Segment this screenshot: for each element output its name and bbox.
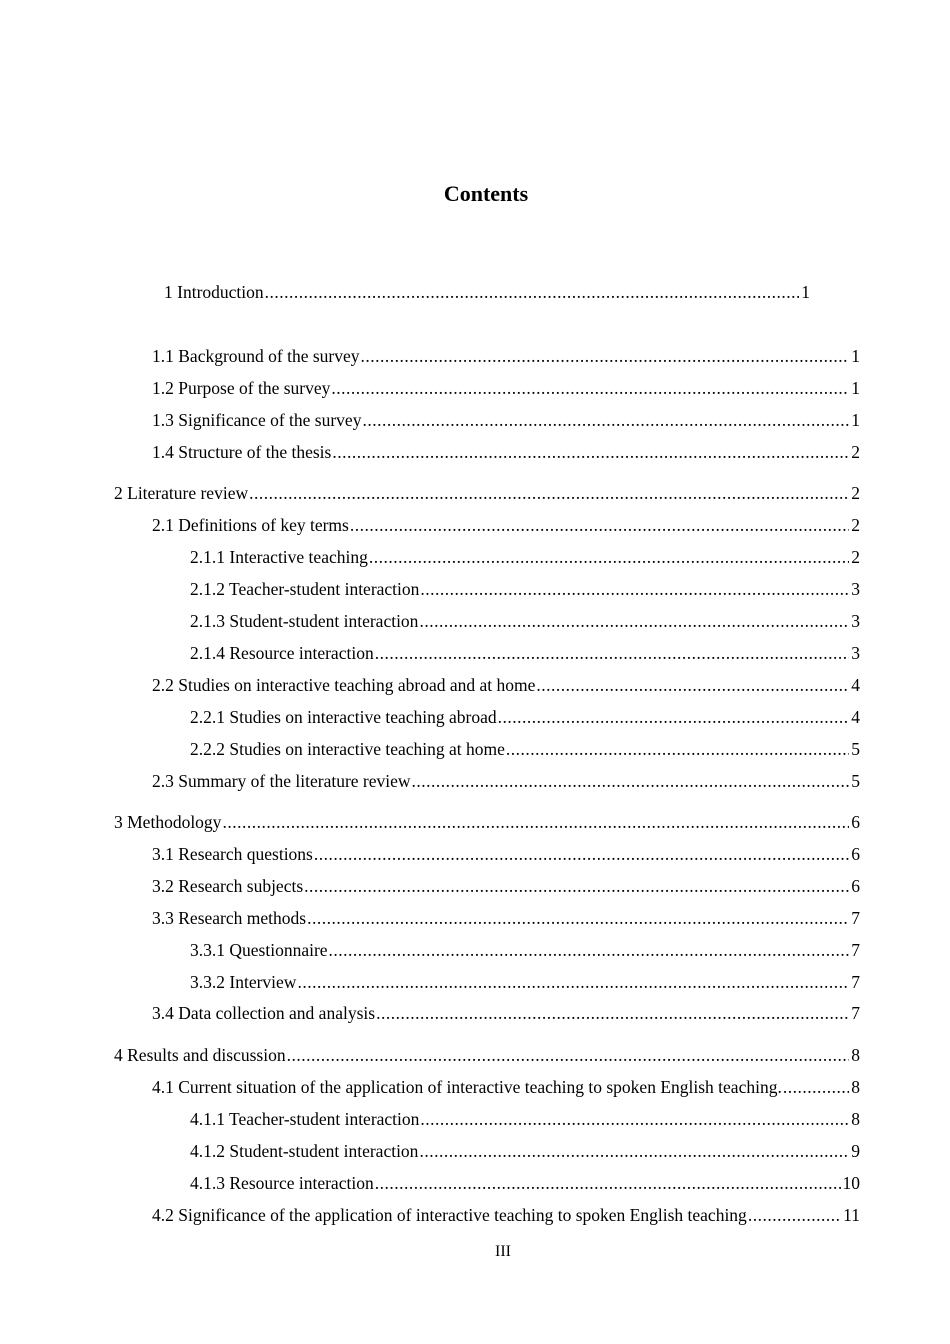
dot-leader: [412, 769, 850, 793]
toc-entry-page: 1: [851, 346, 860, 366]
page-number: III: [495, 1243, 511, 1260]
toc-entry-label: 2.3 Summary of the literature review: [152, 771, 411, 791]
dot-leader: [249, 481, 849, 505]
toc-entry-label: 3.1 Research questions: [152, 844, 313, 864]
dot-leader: [329, 938, 850, 962]
toc-entry-label: 4.1.2 Student-student interaction: [190, 1141, 419, 1161]
toc-entry-label: 3.2 Research subjects: [152, 876, 304, 896]
toc-entry-3-1[interactable]: [152, 842, 860, 866]
toc-entry-4-1[interactable]: [152, 1075, 860, 1099]
toc-entry-2-2-2[interactable]: [190, 737, 860, 761]
dot-leader: [332, 440, 849, 464]
toc-entry-page: 7: [851, 1003, 860, 1023]
toc-entry-label: 1.3 Significance of the survey: [152, 410, 362, 430]
toc-entry-page: 3: [851, 611, 860, 631]
toc-entry-label: 3 Methodology: [114, 812, 222, 832]
toc-entry-label: 3.3.1 Questionnaire: [190, 940, 328, 960]
dot-leader: [375, 1171, 841, 1195]
toc-entry-2-1-2[interactable]: [190, 577, 860, 601]
toc-entry-3-3-2[interactable]: [190, 970, 860, 994]
toc-entry-4-1-1[interactable]: [190, 1107, 860, 1131]
toc-entry-2-2[interactable]: [152, 673, 860, 697]
toc-entry-label: 3.4 Data collection and analysis: [152, 1003, 376, 1023]
dot-leader: [350, 513, 849, 537]
toc-entry-label: 4 Results and discussion: [114, 1045, 286, 1065]
toc-entry-page: 8: [851, 1109, 860, 1129]
dot-leader: [376, 1001, 849, 1025]
dot-leader: [307, 906, 849, 930]
toc-entry-3-4[interactable]: [152, 1001, 860, 1025]
toc-entry-2-1-3[interactable]: [190, 609, 860, 633]
dot-leader: [419, 1139, 849, 1163]
dot-leader: [304, 874, 849, 898]
toc-entry-page: 8: [851, 1077, 860, 1097]
toc-entry-4-2[interactable]: [152, 1203, 860, 1227]
toc-entry-2-literature-review[interactable]: [114, 481, 860, 505]
toc-entry-page: 7: [851, 972, 860, 992]
toc-entry-4-1-3[interactable]: [190, 1171, 860, 1195]
toc-entry-4-1-2[interactable]: [190, 1139, 860, 1163]
toc-entry-label: 1.4 Structure of the thesis: [152, 442, 332, 462]
toc-entry-3-3[interactable]: [152, 906, 860, 930]
toc-entry-label: 3.3 Research methods: [152, 908, 307, 928]
toc-entry-label: 4.1 Current situation of the application of interactive teaching to spoken English teaching.: [152, 1077, 782, 1097]
page-title: Contents: [443, 181, 529, 206]
dot-leader: [361, 344, 850, 368]
toc-entry-3-3-1[interactable]: [190, 938, 860, 962]
dot-leader: [222, 810, 849, 834]
dot-leader: [265, 280, 800, 304]
dot-leader: [748, 1203, 841, 1227]
toc-entry-1-3[interactable]: [152, 408, 860, 432]
toc-entry-label: 2.1.3 Student-student interaction: [190, 611, 419, 631]
toc-entry-page: 4: [851, 707, 860, 727]
dot-leader: [419, 609, 849, 633]
toc-entry-2-2-1[interactable]: [190, 705, 860, 729]
toc-entry-2-1[interactable]: [152, 513, 860, 537]
toc-entry-page: 10: [842, 1173, 860, 1193]
toc-entry-label: 2.2.1 Studies on interactive teaching abroad: [190, 707, 497, 727]
dot-leader: [420, 577, 849, 601]
toc-entry-label: 3.3.2 Interview: [190, 972, 297, 992]
toc-entry-page: 1: [851, 378, 860, 398]
toc-entry-label: 4.2 Significance of the application of interactive teaching to spoken English teaching: [152, 1205, 747, 1225]
toc-entry-label: 2 Literature review: [114, 483, 249, 503]
dot-leader: [506, 737, 849, 761]
toc-entry-page: 5: [851, 771, 860, 791]
dot-leader: [331, 376, 849, 400]
toc-entry-page: 9: [851, 1141, 860, 1161]
toc-entry-label: 2.1.2 Teacher-student interaction: [190, 579, 420, 599]
toc-entry-4-results[interactable]: [114, 1043, 860, 1067]
dot-leader: [297, 970, 849, 994]
toc-entry-label: 4.1.3 Resource interaction: [190, 1173, 374, 1193]
toc-entry-page: 5: [851, 739, 860, 759]
toc-entry-page: 7: [851, 940, 860, 960]
toc-entry-label: 2.1.4 Resource interaction: [190, 643, 374, 663]
toc-entry-1-introduction[interactable]: [164, 280, 810, 304]
toc-entry-page: 1: [851, 410, 860, 430]
dot-leader: [287, 1043, 850, 1067]
toc-entry-page: 3: [851, 643, 860, 663]
toc-entry-label: 2.1.1 Interactive teaching: [190, 547, 368, 567]
toc-entry-page: 11: [843, 1205, 860, 1225]
toc-entry-1-4[interactable]: [152, 440, 860, 464]
dot-leader: [420, 1107, 849, 1131]
toc-entry-page: 7: [851, 908, 860, 928]
toc-entry-label: 2.1 Definitions of key terms: [152, 515, 349, 535]
toc-entry-label: 1 Introduction: [164, 282, 264, 302]
toc-entry-2-3[interactable]: [152, 769, 860, 793]
dot-leader: [783, 1075, 849, 1099]
toc-entry-page: 2: [851, 515, 860, 535]
toc-entry-page: 2: [851, 547, 860, 567]
dot-leader: [375, 641, 850, 665]
toc-entry-page: 3: [851, 579, 860, 599]
toc-entry-2-1-1[interactable]: [190, 545, 860, 569]
toc-entry-label: 2.2 Studies on interactive teaching abroad and at home: [152, 675, 536, 695]
toc-entry-page: 6: [851, 844, 860, 864]
toc-entry-2-1-4[interactable]: [190, 641, 860, 665]
toc-entry-label: 1.1 Background of the survey: [152, 346, 360, 366]
toc-entry-page: 6: [851, 812, 860, 832]
dot-leader: [314, 842, 849, 866]
toc-entry-3-2[interactable]: [152, 874, 860, 898]
dot-leader: [362, 408, 849, 432]
toc-entry-1-1[interactable]: [152, 344, 860, 368]
dot-leader: [369, 545, 849, 569]
toc-entry-1-2[interactable]: [152, 376, 860, 400]
toc-entry-label: 2.2.2 Studies on interactive teaching at home: [190, 739, 505, 759]
dot-leader: [498, 705, 850, 729]
toc-entry-page: 1: [801, 282, 810, 302]
toc-entry-page: 2: [851, 483, 860, 503]
toc-entry-page: 2: [851, 442, 860, 462]
toc-entry-page: 4: [851, 675, 860, 695]
dot-leader: [536, 673, 849, 697]
toc-entry-label: 1.2 Purpose of the survey: [152, 378, 331, 398]
toc-entry-3-methodology[interactable]: [114, 810, 860, 834]
toc-entry-label: 4.1.1 Teacher-student interaction: [190, 1109, 420, 1129]
toc-entry-page: 8: [851, 1045, 860, 1065]
toc-entry-page: 6: [851, 876, 860, 896]
